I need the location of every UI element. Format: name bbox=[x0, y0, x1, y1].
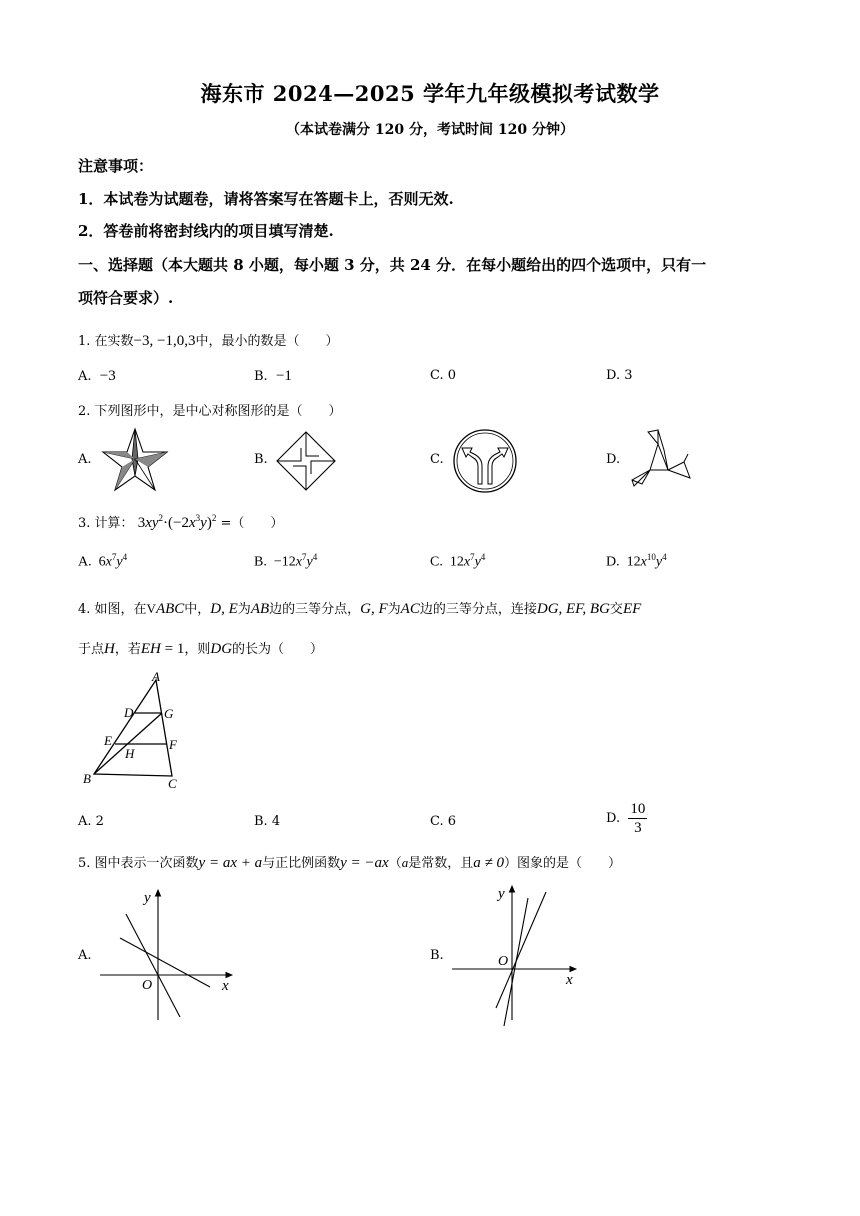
origin-label: O bbox=[142, 978, 153, 993]
option-coef: −12 bbox=[273, 554, 296, 570]
option-label: C. bbox=[430, 554, 443, 570]
q3-option-b[interactable]: B. $-12x^7y^4$ bbox=[254, 552, 318, 570]
option-label: B. bbox=[254, 554, 267, 570]
q4-eh: EH bbox=[140, 641, 161, 657]
q1-option-a[interactable] bbox=[78, 368, 116, 385]
pinwheel-square-icon bbox=[275, 430, 337, 492]
fraction bbox=[628, 800, 647, 837]
q1-option-c[interactable] bbox=[430, 368, 456, 383]
q4-segments: DG, EF, BG bbox=[536, 601, 610, 617]
q1-option-d[interactable] bbox=[606, 368, 633, 383]
q2-option-c[interactable]: C. bbox=[430, 452, 444, 467]
option-coef: 6 bbox=[98, 554, 106, 570]
option-value: 6 bbox=[447, 814, 457, 829]
option-y-exponent: 4 bbox=[662, 552, 667, 562]
q5-linear-function: y = ax + a bbox=[198, 855, 263, 871]
vertex-label-a: A bbox=[152, 669, 160, 684]
vertex-label-d: D bbox=[124, 705, 134, 720]
note-item-2: 2．答卷前将密封线内的项目填写清楚. bbox=[78, 222, 334, 240]
q3-option-d[interactable]: D. $12x^{10}y^4$ bbox=[606, 552, 667, 570]
q1-numbers: −3, −1,0,3 bbox=[133, 333, 196, 349]
q5-a: a bbox=[401, 855, 409, 870]
q4-abc: ABC bbox=[155, 601, 185, 617]
vertex-label-b: B bbox=[83, 771, 91, 786]
page-title: 海东市 2024—2025 学年九年级模拟考试数学 bbox=[200, 81, 660, 106]
q4-ef: EF bbox=[622, 601, 642, 617]
q5-option-a[interactable]: A. bbox=[78, 948, 92, 963]
question-3 bbox=[78, 512, 283, 532]
option-x-exponent: 7 bbox=[470, 552, 475, 562]
option-value: 0 bbox=[447, 368, 457, 383]
option-label: A. bbox=[78, 814, 92, 829]
question-1 bbox=[78, 330, 338, 350]
star-figure-icon bbox=[100, 425, 170, 493]
q1-option-b[interactable] bbox=[254, 368, 292, 385]
option-value: 2 bbox=[95, 814, 104, 829]
q4-text: 为 bbox=[237, 602, 251, 617]
q4-text: 边的三等分点， bbox=[269, 602, 361, 617]
q5-graph-a bbox=[98, 882, 243, 1027]
question-2: 2. 下列图形中，是中心对称图形的是（ ） bbox=[78, 404, 342, 419]
q1-suffix: 中，最小的数是（ ） bbox=[195, 334, 339, 349]
q4-dg: DG bbox=[210, 641, 233, 657]
q4-h: H bbox=[104, 641, 115, 657]
section-heading-line1: 一、选择题（本大题共 8 小题，每小题 3 分，共 24 分．在每小题给出的四个选项中，只有一 bbox=[78, 256, 707, 274]
q2-option-a[interactable]: A. bbox=[78, 452, 92, 467]
vertex-label-e: E bbox=[104, 733, 112, 748]
q3-expression: $3xy^2\cdot(-2x^3y)^2$ bbox=[137, 513, 217, 531]
q4-ac: AC bbox=[400, 601, 420, 617]
option-x-exponent: 7 bbox=[111, 552, 117, 562]
q3-option-c[interactable]: C. $12x^7y^4$ bbox=[430, 552, 486, 570]
q4-option-c[interactable] bbox=[430, 814, 456, 829]
three-triangles-icon bbox=[628, 426, 694, 492]
fraction-numerator: 10 bbox=[630, 801, 646, 817]
option-label: A. bbox=[78, 554, 92, 570]
q4-text: ，则 bbox=[184, 642, 211, 657]
option-label: A. bbox=[78, 369, 92, 384]
option-label: D. bbox=[606, 554, 620, 570]
q5-condition: a ≠ 0 bbox=[473, 855, 504, 871]
triangle-figure bbox=[80, 668, 190, 794]
option-coef: 12 bbox=[626, 554, 641, 570]
q5-text: 是常数，且 bbox=[408, 856, 474, 871]
fork-arrow-sign-icon bbox=[452, 428, 518, 494]
q4-ab: AB bbox=[250, 601, 270, 617]
option-x-exponent: 10 bbox=[646, 552, 656, 562]
fraction-denominator: 3 bbox=[634, 820, 642, 836]
option-y-exponent: 4 bbox=[480, 552, 486, 562]
option-label: B. bbox=[254, 814, 268, 829]
q5-graph-b bbox=[450, 880, 585, 1030]
q2-option-d[interactable]: D. bbox=[606, 452, 621, 467]
q4-text: 4. 如图，在 bbox=[78, 602, 147, 617]
option-label: D. bbox=[606, 811, 621, 826]
q4-gf: G, F bbox=[360, 601, 388, 617]
vertex-label-g: G bbox=[164, 706, 174, 721]
origin-label: O bbox=[498, 954, 509, 969]
option-value: 4 bbox=[271, 814, 281, 829]
note-item-1: 1．本试卷为试题卷，请将答案写在答题卡上，否则无效. bbox=[78, 190, 454, 208]
option-coef: 12 bbox=[449, 554, 464, 570]
option-label: C. bbox=[430, 368, 444, 383]
page-subtitle: （本试卷满分 120 分，考试时间 120 分钟） bbox=[286, 122, 574, 138]
vertex-label-c: C bbox=[168, 776, 177, 791]
option-label: C. bbox=[430, 814, 444, 829]
q4-text: 于点 bbox=[78, 642, 105, 657]
x-axis-label: x bbox=[566, 972, 573, 988]
q5-text: 与正比例函数 bbox=[262, 856, 341, 871]
option-value: −3 bbox=[99, 368, 116, 384]
option-x-exponent: 7 bbox=[301, 552, 307, 562]
q4-de: D, E bbox=[210, 601, 238, 617]
y-axis-label: y bbox=[498, 886, 505, 902]
q4-eq: = 1 bbox=[160, 641, 185, 657]
q3-option-a[interactable]: A. $6x^7y^4$ bbox=[78, 552, 128, 570]
vertex-label-h: H bbox=[125, 746, 135, 761]
option-y-exponent: 4 bbox=[122, 552, 128, 562]
q5-option-b[interactable]: B. bbox=[430, 948, 444, 963]
x-axis-label: x bbox=[222, 978, 229, 994]
q4-triangle-symbol: V bbox=[146, 601, 156, 616]
q4-option-d[interactable] bbox=[606, 800, 647, 837]
q5-text: ）图象的是（ ） bbox=[503, 856, 621, 871]
q4-text: 交 bbox=[609, 602, 623, 617]
q4-text: ，若 bbox=[114, 642, 141, 657]
y-axis-label: y bbox=[144, 890, 151, 906]
option-value: −1 bbox=[275, 368, 292, 384]
question-4-line1 bbox=[78, 598, 788, 618]
q4-text: 边的三等分点，连接 bbox=[419, 602, 537, 617]
option-label: D. bbox=[606, 368, 621, 383]
q4-text: 的长为（ ） bbox=[232, 642, 324, 657]
option-y-exponent: 4 bbox=[312, 552, 318, 562]
q1-prefix: 1. 在实数 bbox=[78, 334, 134, 349]
notes-heading: 注意事项： bbox=[78, 157, 154, 175]
option-value: 3 bbox=[624, 368, 633, 383]
option-label: B. bbox=[254, 369, 268, 384]
q3-prefix: 3. 计算： bbox=[78, 516, 134, 531]
section-heading-line2: 项符合要求）. bbox=[78, 289, 174, 307]
q5-text: （ bbox=[388, 856, 402, 871]
q2-option-b[interactable]: B. bbox=[254, 452, 268, 467]
q5-text: 5. 图中表示一次函数 bbox=[78, 856, 199, 871]
question-4-line2 bbox=[78, 638, 323, 658]
q5-proportional-function: y = −ax bbox=[340, 855, 389, 871]
q4-option-b[interactable] bbox=[254, 814, 280, 829]
q4-option-a[interactable] bbox=[78, 814, 104, 829]
q3-suffix: =（ ） bbox=[220, 516, 284, 531]
vertex-label-f: F bbox=[169, 737, 177, 752]
question-5 bbox=[78, 852, 621, 872]
q4-text: 中， bbox=[184, 602, 211, 617]
q4-text: 为 bbox=[387, 602, 401, 617]
